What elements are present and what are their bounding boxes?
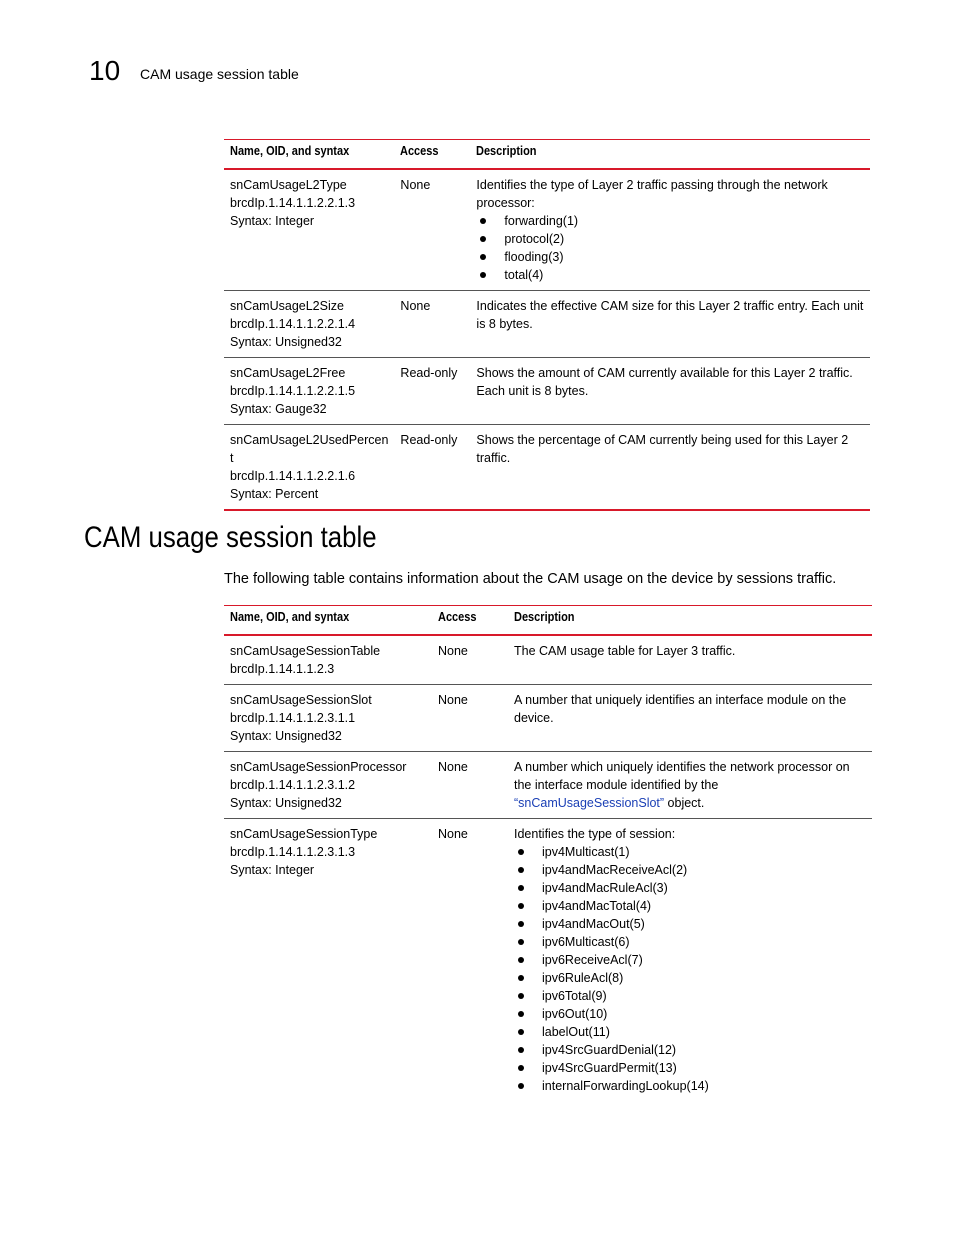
table-row — [224, 685, 872, 752]
access-cell: Read-only — [394, 425, 470, 511]
description-cell: A number that uniquely identifies an interface module on the device. — [508, 685, 872, 752]
bullet-icon — [518, 975, 524, 981]
list-item: ipv4SrcGuardPermit(13) — [514, 1059, 866, 1077]
sncamusagesessionslot-link[interactable]: “snCamUsageSessionSlot” — [514, 796, 665, 810]
access-cell: None — [394, 291, 470, 358]
description-cell: Shows the amount of CAM currently available for this Layer 2 traffic. Each unit is 8 bytes. — [470, 358, 870, 425]
table-header-row — [224, 606, 872, 636]
list-item: labelOut(11) — [514, 1023, 866, 1041]
column-header-name: Name, OID, and syntax — [224, 140, 394, 170]
name-oid-cell: snCamUsageL2Free brcdIp.1.14.1.1.2.2.1.5 Syntax: Gauge32 — [224, 358, 394, 425]
name-oid-cell: snCamUsageL2Type brcdIp.1.14.1.1.2.2.1.3 Syntax: Integer — [224, 169, 394, 291]
l2-cam-usage-table — [224, 139, 870, 511]
description-cell: The CAM usage table for Layer 3 traffic. — [508, 635, 872, 685]
bullet-icon — [518, 1047, 524, 1053]
table-header-row — [224, 140, 870, 170]
list-item: ipv4andMacOut(5) — [514, 915, 866, 933]
column-header-name: Name, OID, and syntax — [224, 606, 432, 636]
access-cell: None — [432, 752, 508, 819]
bullet-icon — [480, 236, 486, 242]
chapter-number: 10 — [89, 55, 121, 86]
name-oid-cell: snCamUsageSessionType brcdIp.1.14.1.1.2.3.1.3 Syntax: Integer — [230, 827, 378, 877]
list-item: ipv6Total(9) — [514, 987, 866, 1005]
column-header-description: Description — [508, 606, 872, 636]
name-oid-cell: snCamUsageL2UsedPercen t brcdIp.1.14.1.1.2.2.1.6 Syntax: Percent — [224, 425, 394, 511]
table-row — [224, 358, 870, 425]
list-item: forwarding(1) — [476, 212, 864, 230]
column-header-access: Access — [394, 140, 470, 170]
column-header-description: Description — [470, 140, 870, 170]
list-item: ipv4andMacReceiveAcl(2) — [514, 861, 866, 879]
table-row — [224, 169, 870, 291]
list-item: flooding(3) — [476, 248, 864, 266]
access-cell: None — [438, 827, 468, 841]
list-item: ipv4andMacTotal(4) — [514, 897, 866, 915]
section-heading: CAM usage session table — [84, 521, 377, 554]
list-item: ipv6Multicast(6) — [514, 933, 866, 951]
list-item: protocol(2) — [476, 230, 864, 248]
list-item: ipv6RuleAcl(8) — [514, 969, 866, 987]
bullet-icon — [518, 921, 524, 927]
list-item: ipv6ReceiveAcl(7) — [514, 951, 866, 969]
bullet-icon — [518, 1029, 524, 1035]
list-item: total(4) — [476, 266, 864, 284]
description-cell: A number which uniquely identifies the network processor on the interface module identified by the “snCamUsageSessionSlot” object. — [508, 752, 872, 819]
access-cell: None — [432, 635, 508, 685]
name-oid-cell: snCamUsageSessionSlot brcdIp.1.14.1.1.2.3.1.1 Syntax: Unsigned32 — [224, 685, 432, 752]
name-oid-cell: snCamUsageSessionProcessor brcdIp.1.14.1.1.2.3.1.2 Syntax: Unsigned32 — [224, 752, 432, 819]
running-title: CAM usage session table — [140, 66, 299, 82]
access-cell: None — [394, 169, 470, 291]
table-row — [224, 291, 870, 358]
bullet-icon — [518, 867, 524, 873]
bullet-icon — [480, 272, 486, 278]
bullet-icon — [518, 1083, 524, 1089]
bullet-icon — [480, 218, 486, 224]
name-oid-cell: snCamUsageL2Size brcdIp.1.14.1.1.2.2.1.4 Syntax: Unsigned32 — [224, 291, 394, 358]
bullet-icon — [518, 993, 524, 999]
description-cell: Shows the percentage of CAM currently being used for this Layer 2 traffic. — [470, 425, 870, 511]
bullet-icon — [518, 849, 524, 855]
table-row — [224, 425, 870, 511]
access-cell: None — [432, 685, 508, 752]
bullet-list — [514, 843, 866, 1095]
bullet-list — [476, 212, 864, 284]
description-cell: Indicates the effective CAM size for this Layer 2 traffic entry. Each unit is 8 bytes. — [470, 291, 870, 358]
bullet-icon — [518, 1065, 524, 1071]
bullet-icon — [518, 957, 524, 963]
list-item: ipv4SrcGuardDenial(12) — [514, 1041, 866, 1059]
bullet-icon — [480, 254, 486, 260]
access-cell: Read-only — [394, 358, 470, 425]
table-row — [224, 752, 872, 819]
bullet-icon — [518, 885, 524, 891]
cam-usage-session-table — [224, 605, 872, 1101]
list-item: internalForwardingLookup(14) — [514, 1077, 866, 1095]
column-header-access: Access — [432, 606, 508, 636]
list-item: ipv6Out(10) — [514, 1005, 866, 1023]
list-item: ipv4andMacRuleAcl(3) — [514, 879, 866, 897]
description-cell: Identifies the type of Layer 2 traffic passing through the network processor: forwarding(1) protocol(2) flooding(3) total(4) — [470, 169, 870, 291]
description-cell: Identifies the type of session: ipv4Multicast(1) ipv4andMacReceiveAcl(2) ipv4andMacRuleAcl(3) ipv4andMacTotal(4) ipv4andMacOut(5) ipv6Multicast(6) ipv6ReceiveAcl(7) ipv6RuleAcl(8) ipv6Total(9) ipv6Out(10) labelOut(11) ipv4SrcGuardDenial(12) ipv4SrcGuardPermit(13) internalForwardingLookup(14) — [508, 819, 872, 1102]
list-item: ipv4Multicast(1) — [514, 843, 866, 861]
bullet-icon — [518, 939, 524, 945]
name-oid-cell: snCamUsageSessionTable brcdIp.1.14.1.1.2.3 — [224, 635, 432, 685]
section-intro: The following table contains information about the CAM usage on the device by sessions traffic. — [224, 571, 837, 587]
bullet-icon — [518, 1011, 524, 1017]
table-row — [224, 635, 872, 685]
bullet-icon — [518, 903, 524, 909]
table-row — [224, 819, 872, 1102]
